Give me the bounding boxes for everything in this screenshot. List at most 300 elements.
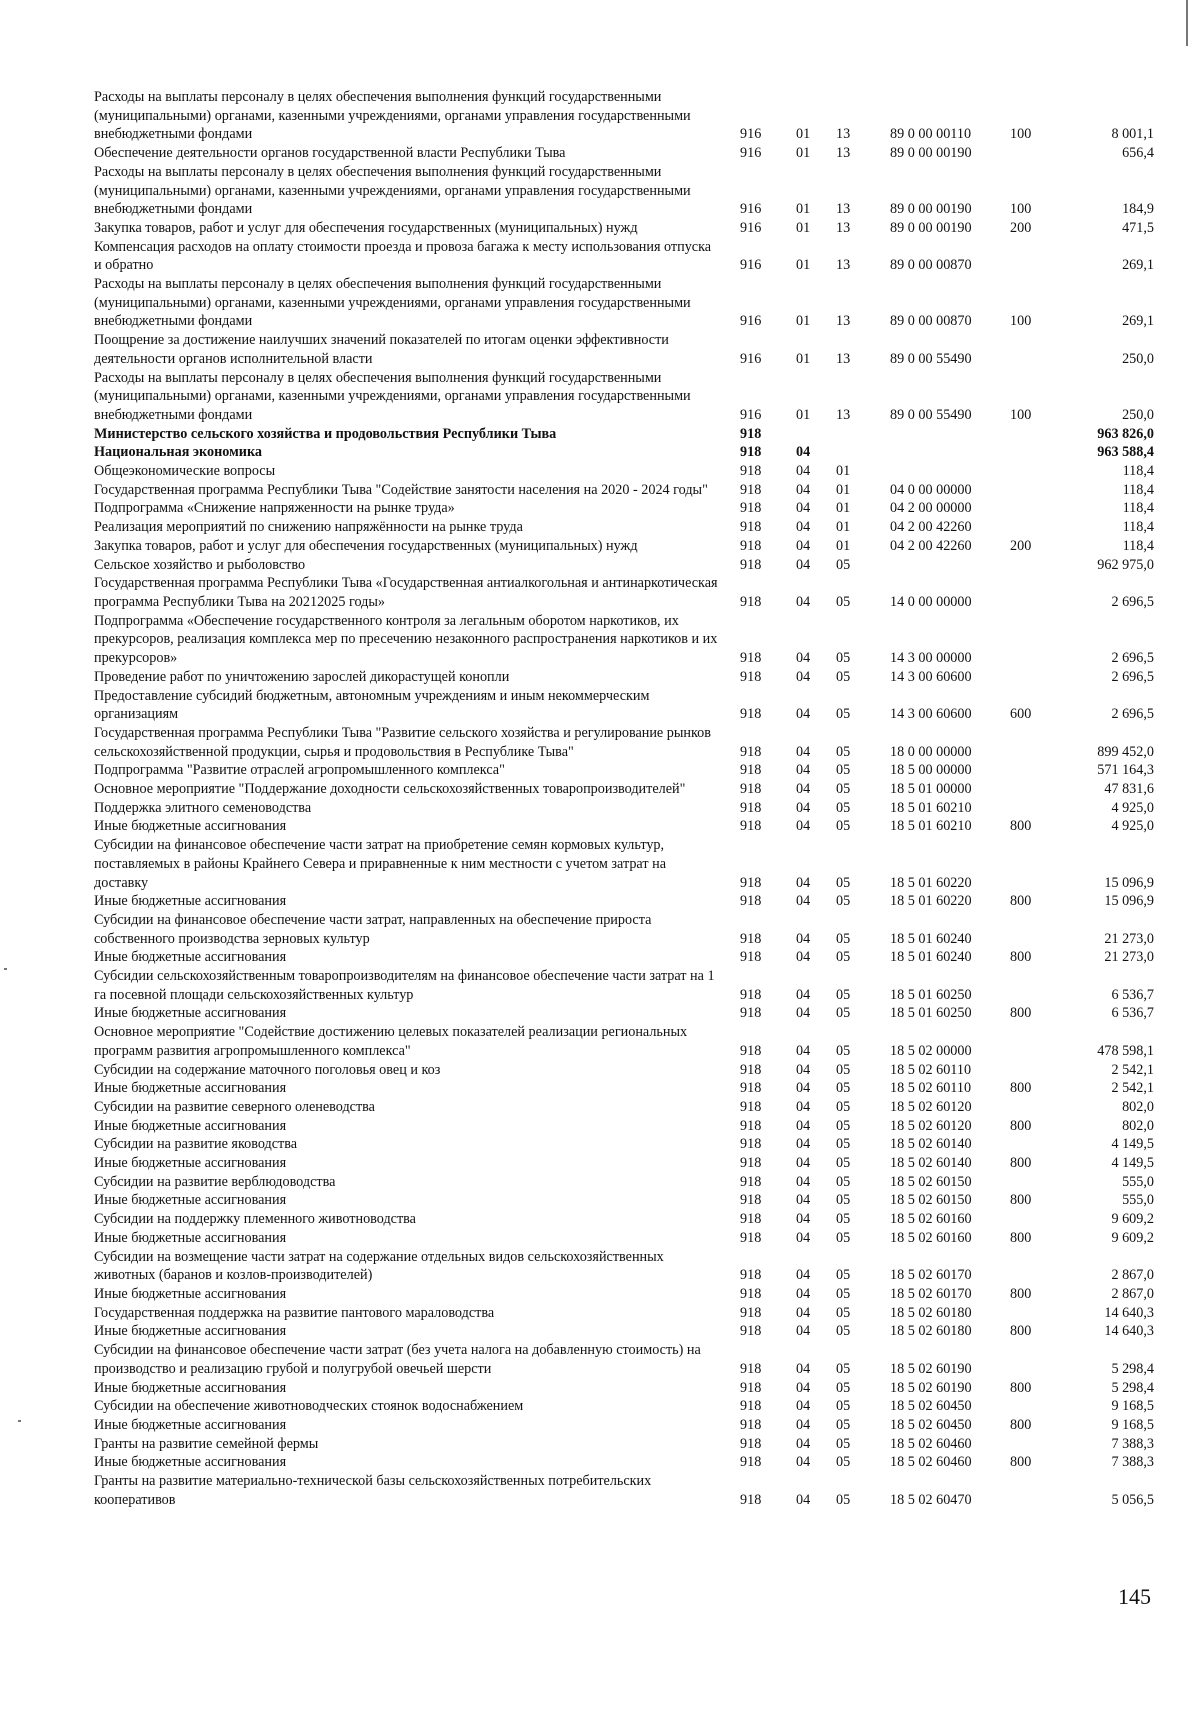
- row-subsection: 01: [836, 481, 851, 498]
- row-name: Общеэкономические вопросы: [94, 463, 276, 480]
- row-amount: 656,4: [1122, 145, 1154, 162]
- row-subsection: 05: [836, 1080, 851, 1097]
- row-target-article: 04 2 00 00000: [890, 500, 972, 517]
- row-expense-type: 800: [1010, 1323, 1032, 1340]
- table-row: [94, 574, 1154, 611]
- table-row: [94, 1472, 1154, 1509]
- row-grbs: 918: [740, 1173, 762, 1190]
- row-subsection: 05: [836, 1098, 851, 1115]
- row-amount: 47 831,6: [1104, 781, 1154, 798]
- row-section: 04: [796, 893, 811, 910]
- row-section: 04: [796, 1098, 811, 1115]
- row-target-article: 04 0 00 00000: [890, 481, 972, 498]
- row-amount: 8 001,1: [1111, 126, 1154, 143]
- row-amount: 9 168,5: [1111, 1416, 1154, 1433]
- row-subsection: 13: [836, 126, 851, 143]
- row-grbs: 916: [740, 406, 762, 423]
- row-subsection: 05: [836, 1323, 851, 1340]
- row-section: 04: [796, 1435, 811, 1452]
- row-section: 04: [796, 1005, 811, 1022]
- row-subsection: 05: [836, 1416, 851, 1433]
- row-grbs: 918: [740, 1454, 762, 1471]
- row-grbs: 918: [740, 1286, 762, 1302]
- row-expense-type: 800: [1010, 1080, 1032, 1097]
- row-grbs: 918: [740, 425, 762, 442]
- row-section: 04: [796, 1155, 811, 1172]
- table-row: [94, 1154, 1154, 1173]
- row-target-article: 18 5 00 00000: [890, 762, 972, 779]
- row-section: 04: [796, 1192, 811, 1209]
- row-name: Субсидии на обеспечение животноводческих стоянок водоснабжением: [94, 1398, 524, 1415]
- row-subsection: 05: [836, 706, 851, 723]
- table-row: [94, 238, 1154, 275]
- row-name: Подпрограмма «Обеспечение государственного контроля за легальным оборотом наркотиков, их прекурсоров, реализация комплекса мер по пресечению незаконного распространения наркотиков и их прекурсоров»: [94, 612, 718, 667]
- row-target-article: 18 5 02 60170: [890, 1286, 972, 1302]
- row-target-article: 18 5 02 60470: [890, 1491, 972, 1508]
- row-section: 04: [796, 1360, 811, 1377]
- row-section: 04: [796, 706, 811, 723]
- row-grbs: 918: [740, 986, 762, 1003]
- row-subsection: 13: [836, 201, 851, 218]
- row-grbs: 918: [740, 1136, 762, 1153]
- row-name: Субсидии на поддержку племенного животноводства: [94, 1211, 416, 1228]
- row-grbs: 918: [740, 1416, 762, 1433]
- row-name: Сельское хозяйство и рыболовство: [94, 556, 306, 573]
- row-target-article: 18 5 01 60220: [890, 893, 972, 910]
- row-section: 04: [796, 930, 811, 947]
- row-amount: 118,4: [1122, 500, 1154, 517]
- table-row: [94, 1285, 1154, 1304]
- table-row: [94, 1379, 1154, 1398]
- row-target-article: 89 0 00 00190: [890, 145, 972, 162]
- row-target-article: 18 5 02 60460: [890, 1454, 972, 1471]
- row-subsection: 05: [836, 1211, 851, 1228]
- row-grbs: 916: [740, 313, 762, 330]
- row-section: 04: [796, 500, 811, 517]
- row-subsection: 05: [836, 781, 851, 798]
- row-amount: 2 696,5: [1111, 706, 1154, 723]
- row-amount: 9 168,5: [1111, 1398, 1154, 1415]
- row-section: 04: [796, 743, 811, 760]
- page-number: 145: [1118, 1584, 1151, 1609]
- row-subsection: 05: [836, 556, 851, 573]
- row-grbs: 918: [740, 444, 762, 461]
- row-name: Субсидии на возмещение части затрат на содержание отдельных видов сельскохозяйственных животных (баранов и козлов-производителей): [94, 1248, 664, 1284]
- row-grbs: 918: [740, 1491, 762, 1508]
- table-row: [94, 518, 1154, 537]
- row-amount: 2 696,5: [1111, 593, 1154, 610]
- row-section: 04: [796, 1491, 811, 1508]
- row-subsection: 05: [836, 930, 851, 947]
- row-subsection: 05: [836, 1136, 851, 1153]
- row-target-article: 89 0 00 00190: [890, 201, 972, 218]
- row-amount: 555,0: [1122, 1173, 1154, 1190]
- row-section: 04: [796, 1398, 811, 1415]
- row-name: Закупка товаров, работ и услуг для обеспечения государственных (муниципальных) нужд: [94, 537, 638, 554]
- row-name: Государственная программа Республики Тыва «Государственная антиалкогольная и антинаркотическая программа Республики Тыва на 20212025 годы»: [94, 575, 718, 610]
- row-name: Предоставление субсидий бюджетным, автономным учреждениям и иным некоммерческим организациям: [94, 687, 650, 723]
- row-target-article: 18 5 02 60160: [890, 1211, 972, 1228]
- row-section: 01: [796, 219, 811, 236]
- table-row: [94, 1248, 1154, 1285]
- row-amount: 5 298,4: [1111, 1379, 1154, 1396]
- row-expense-type: 800: [1010, 1379, 1032, 1396]
- row-expense-type: 800: [1010, 1229, 1032, 1246]
- table-row: [94, 967, 1154, 1004]
- row-name: Основное мероприятие "Содействие достижению целевых показателей реализации региональных программ развития агропромышленного комплекса": [94, 1024, 688, 1059]
- table-row: [94, 1322, 1154, 1341]
- row-amount: 555,0: [1122, 1192, 1154, 1209]
- row-amount: 4 925,0: [1111, 818, 1154, 835]
- table-row: [94, 1191, 1154, 1210]
- row-section: 04: [796, 874, 811, 891]
- row-name: Иные бюджетные ассигнования: [94, 1286, 287, 1302]
- table-row: [94, 275, 1154, 331]
- row-grbs: 918: [740, 650, 762, 667]
- row-expense-type: 800: [1010, 1416, 1032, 1433]
- row-name: Гранты на развитие материально-технической базы сельскохозяйственных потребительских кооперативов: [94, 1473, 652, 1508]
- row-expense-type: 100: [1010, 313, 1032, 330]
- row-target-article: 89 0 00 00870: [890, 313, 972, 330]
- row-subsection: 05: [836, 949, 851, 966]
- row-section: 01: [796, 313, 811, 330]
- row-target-article: 89 0 00 00110: [890, 126, 972, 143]
- row-subsection: 05: [836, 893, 851, 910]
- row-target-article: 18 5 02 60110: [890, 1061, 972, 1078]
- table-row: [94, 331, 1154, 368]
- row-grbs: 916: [740, 145, 762, 162]
- row-section: 04: [796, 799, 811, 816]
- row-target-article: 18 5 01 00000: [890, 781, 972, 798]
- row-grbs: 918: [740, 930, 762, 947]
- row-section: 01: [796, 145, 811, 162]
- table-row: [94, 1416, 1154, 1435]
- row-grbs: 918: [740, 1304, 762, 1321]
- row-name: Иные бюджетные ассигнования: [94, 1155, 287, 1172]
- row-section: 01: [796, 126, 811, 143]
- row-section: 04: [796, 1229, 811, 1246]
- row-section: 04: [796, 1042, 811, 1059]
- row-target-article: 18 5 02 60180: [890, 1304, 972, 1321]
- scan-edge-mark: [18, 1420, 21, 1422]
- table-row: [94, 1435, 1154, 1454]
- row-grbs: 918: [740, 1080, 762, 1097]
- table-row: [94, 88, 1154, 144]
- table-row: [94, 817, 1154, 836]
- row-section: 04: [796, 1117, 811, 1134]
- row-section: 04: [796, 1304, 811, 1321]
- table-row: [94, 1453, 1154, 1472]
- row-amount: 21 273,0: [1104, 949, 1154, 966]
- row-section: 04: [796, 818, 811, 835]
- row-amount: 6 536,7: [1111, 986, 1154, 1003]
- row-grbs: 918: [740, 781, 762, 798]
- row-expense-type: 200: [1010, 219, 1032, 236]
- row-subsection: 13: [836, 350, 851, 367]
- row-name: Субсидии на финансовое обеспечение части затрат (без учета налога на добавленную стоимость) на производство и реализацию грубой и полугрубой овечьей шерсти: [94, 1342, 701, 1377]
- row-expense-type: 600: [1010, 706, 1032, 723]
- row-subsection: 05: [836, 1042, 851, 1059]
- row-amount: 2 867,0: [1111, 1267, 1154, 1284]
- row-target-article: 18 5 01 60210: [890, 818, 972, 835]
- row-name: Национальная экономика: [94, 444, 263, 461]
- row-target-article: 14 3 00 00000: [890, 650, 972, 667]
- row-grbs: 918: [740, 874, 762, 891]
- row-target-article: 14 3 00 60600: [890, 706, 972, 723]
- row-grbs: 916: [740, 126, 762, 143]
- row-amount: 7 388,3: [1111, 1435, 1154, 1452]
- row-name: Обеспечение деятельности органов государственной власти Республики Тыва: [94, 145, 566, 162]
- row-grbs: 918: [740, 1098, 762, 1115]
- table-row: [94, 443, 1154, 462]
- table-row: [94, 1079, 1154, 1098]
- row-section: 04: [796, 986, 811, 1003]
- row-target-article: 14 3 00 60600: [890, 668, 972, 685]
- table-row: [94, 1341, 1154, 1378]
- row-grbs: 918: [740, 1398, 762, 1415]
- row-expense-type: 800: [1010, 1454, 1032, 1471]
- row-section: 04: [796, 762, 811, 779]
- row-name: Субсидии на финансовое обеспечение части затрат, направленных на обеспечение прироста собственного производства зерновых культур: [94, 911, 652, 947]
- table-row: [94, 1304, 1154, 1323]
- row-target-article: 14 0 00 00000: [890, 593, 972, 610]
- row-target-article: 18 5 02 60460: [890, 1435, 972, 1452]
- row-amount: 269,1: [1122, 257, 1154, 274]
- row-amount: 963 588,4: [1097, 444, 1154, 461]
- row-amount: 21 273,0: [1104, 930, 1154, 947]
- row-amount: 478 598,1: [1097, 1042, 1154, 1059]
- row-subsection: 05: [836, 1229, 851, 1246]
- row-name: Иные бюджетные ассигнования: [94, 1416, 287, 1433]
- table-row: [94, 1135, 1154, 1154]
- row-target-article: 18 5 02 60160: [890, 1229, 972, 1246]
- row-target-article: 18 0 00 00000: [890, 743, 972, 760]
- row-subsection: 13: [836, 406, 851, 423]
- row-subsection: 13: [836, 219, 851, 236]
- table-row: [94, 481, 1154, 500]
- table-row: [94, 1229, 1154, 1248]
- table-row: [94, 163, 1154, 219]
- row-name: Реализация мероприятий по снижению напряжённости на рынке труда: [94, 519, 523, 536]
- row-subsection: 05: [836, 1454, 851, 1471]
- row-section: 04: [796, 781, 811, 798]
- row-amount: 4 149,5: [1111, 1155, 1154, 1172]
- row-amount: 6 536,7: [1111, 1005, 1154, 1022]
- row-name: Субсидии на развитие яководства: [94, 1136, 298, 1153]
- row-target-article: 04 2 00 42260: [890, 537, 972, 554]
- row-grbs: 918: [740, 893, 762, 910]
- row-target-article: 18 5 02 60150: [890, 1192, 972, 1209]
- row-name: Подпрограмма "Развитие отраслей агропромышленного комплекса": [94, 762, 505, 779]
- row-section: 04: [796, 1061, 811, 1078]
- table-row: [94, 425, 1154, 444]
- row-name: Иные бюджетные ассигнования: [94, 1117, 287, 1134]
- row-expense-type: 100: [1010, 201, 1032, 218]
- row-grbs: 918: [740, 799, 762, 816]
- row-section: 04: [796, 1454, 811, 1471]
- table-row: [94, 1117, 1154, 1136]
- row-subsection: 05: [836, 1360, 851, 1377]
- row-grbs: 918: [740, 556, 762, 573]
- table-row: [94, 369, 1154, 425]
- row-subsection: 05: [836, 1304, 851, 1321]
- row-expense-type: 800: [1010, 818, 1032, 835]
- row-section: 04: [796, 1136, 811, 1153]
- row-target-article: 04 2 00 42260: [890, 519, 972, 536]
- table-row: [94, 799, 1154, 818]
- row-amount: 9 609,2: [1111, 1211, 1154, 1228]
- table-row: [94, 911, 1154, 948]
- row-target-article: 18 5 02 00000: [890, 1042, 972, 1059]
- row-amount: 2 542,1: [1111, 1080, 1154, 1097]
- row-target-article: 89 0 00 55490: [890, 406, 972, 423]
- row-target-article: 18 5 02 60450: [890, 1416, 972, 1433]
- row-name: Проведение работ по уничтожению зарослей дикорастущей конопли: [94, 668, 510, 685]
- row-name: Государственная программа Республики Тыва "Развитие сельского хозяйства и регулирование рынков сельскохозяйственной продукции, сырья и продовольствия в Республике Тыва": [94, 724, 711, 760]
- row-section: 01: [796, 201, 811, 218]
- row-name: Министерство сельского хозяйства и продовольствия Республики Тыва: [94, 425, 557, 442]
- row-grbs: 918: [740, 1435, 762, 1452]
- row-section: 04: [796, 1267, 811, 1284]
- row-subsection: 05: [836, 762, 851, 779]
- row-amount: 2 867,0: [1111, 1286, 1154, 1302]
- row-grbs: 918: [740, 1061, 762, 1078]
- row-amount: 471,5: [1122, 219, 1154, 236]
- row-section: 04: [796, 537, 811, 554]
- row-target-article: 18 5 01 60250: [890, 1005, 972, 1022]
- row-grbs: 918: [740, 1379, 762, 1396]
- row-grbs: 918: [740, 1117, 762, 1134]
- row-section: 04: [796, 1173, 811, 1190]
- row-name: Иные бюджетные ассигнования: [94, 1005, 287, 1022]
- row-expense-type: 200: [1010, 537, 1032, 554]
- table-row: [94, 612, 1154, 668]
- row-grbs: 918: [740, 481, 762, 498]
- row-grbs: 918: [740, 463, 762, 480]
- row-subsection: 01: [836, 463, 851, 480]
- row-section: 04: [796, 444, 811, 461]
- row-subsection: 01: [836, 500, 851, 517]
- row-subsection: 05: [836, 1398, 851, 1415]
- row-subsection: 13: [836, 145, 851, 162]
- row-section: 04: [796, 1286, 811, 1302]
- table-row: [94, 1397, 1154, 1416]
- row-name: Иные бюджетные ассигнования: [94, 1080, 287, 1097]
- row-subsection: 05: [836, 1379, 851, 1396]
- table-row: [94, 537, 1154, 556]
- row-grbs: 916: [740, 201, 762, 218]
- row-subsection: 05: [836, 1155, 851, 1172]
- row-section: 01: [796, 406, 811, 423]
- row-amount: 962 975,0: [1097, 556, 1154, 573]
- row-amount: 4 925,0: [1111, 799, 1154, 816]
- row-amount: 899 452,0: [1097, 743, 1154, 760]
- table-row: [94, 1173, 1154, 1192]
- row-section: 04: [796, 1080, 811, 1097]
- row-expense-type: 800: [1010, 893, 1032, 910]
- row-amount: 9 609,2: [1111, 1229, 1154, 1246]
- table-row: [94, 144, 1154, 163]
- row-amount: 5 298,4: [1111, 1360, 1154, 1377]
- row-name: Иные бюджетные ассигнования: [94, 1192, 287, 1209]
- row-target-article: 89 0 00 00190: [890, 219, 972, 236]
- row-section: 04: [796, 593, 811, 610]
- row-amount: 2 542,1: [1111, 1061, 1154, 1078]
- row-name: Закупка товаров, работ и услуг для обеспечения государственных (муниципальных) нужд: [94, 219, 638, 236]
- row-name: Поддержка элитного семеноводства: [94, 799, 312, 816]
- row-subsection: 05: [836, 668, 851, 685]
- row-name: Государственная поддержка на развитие пантового мараловодства: [94, 1304, 495, 1321]
- row-expense-type: 100: [1010, 126, 1032, 143]
- row-amount: 2 696,5: [1111, 668, 1154, 685]
- row-name: Субсидии на развитие верблюдоводства: [94, 1173, 336, 1190]
- table-row: [94, 1098, 1154, 1117]
- row-section: 04: [796, 949, 811, 966]
- row-amount: 4 149,5: [1111, 1136, 1154, 1153]
- row-grbs: 918: [740, 1155, 762, 1172]
- row-name: Расходы на выплаты персоналу в целях обеспечения выполнения функций государственными (муниципальными) органами, казенными учреждениями, органами управления государственными внебюджетными фондами: [94, 369, 691, 423]
- table-row: [94, 724, 1154, 761]
- table-row: [94, 892, 1154, 911]
- row-target-article: 18 5 01 60250: [890, 986, 972, 1003]
- row-subsection: 05: [836, 1192, 851, 1209]
- row-name: Иные бюджетные ассигнования: [94, 1229, 287, 1246]
- row-amount: 118,4: [1122, 537, 1154, 554]
- row-amount: 118,4: [1122, 481, 1154, 498]
- row-section: 04: [796, 1379, 811, 1396]
- row-target-article: 18 5 02 60140: [890, 1155, 972, 1172]
- table-row: [94, 836, 1154, 892]
- row-subsection: 05: [836, 593, 851, 610]
- row-name: Расходы на выплаты персоналу в целях обеспечения выполнения функций государственными (муниципальными) органами, казенными учреждениями, органами управления государственными внебюджетными фондами: [94, 163, 691, 218]
- row-grbs: 918: [740, 668, 762, 685]
- table-row: [94, 687, 1154, 724]
- table-row: [94, 1210, 1154, 1229]
- row-amount: 7 388,3: [1111, 1454, 1154, 1471]
- row-amount: 571 164,3: [1097, 762, 1154, 779]
- row-expense-type: 100: [1010, 406, 1032, 423]
- row-expense-type: 800: [1010, 949, 1032, 966]
- row-subsection: 05: [836, 1061, 851, 1078]
- row-target-article: 18 5 02 60190: [890, 1379, 972, 1396]
- row-expense-type: 800: [1010, 1286, 1032, 1302]
- row-name: Иные бюджетные ассигнования: [94, 893, 287, 910]
- table-row: [94, 1023, 1154, 1060]
- row-grbs: 918: [740, 593, 762, 610]
- scan-edge-mark: [1186, 0, 1188, 46]
- budget-table: [94, 88, 1154, 1509]
- row-grbs: 916: [740, 257, 762, 274]
- table-row: [94, 1004, 1154, 1023]
- row-name: Субсидии на финансовое обеспечение части затрат на приобретение семян кормовых культур, поставляемых в районы Крайнего Севера и приравненные к ним местности с учетом затрат на доставку: [94, 837, 667, 891]
- row-name: Иные бюджетные ассигнования: [94, 949, 287, 966]
- row-subsection: 05: [836, 1267, 851, 1284]
- row-amount: 184,9: [1122, 201, 1154, 218]
- row-amount: 802,0: [1122, 1117, 1154, 1134]
- row-section: 04: [796, 650, 811, 667]
- table-row: [94, 948, 1154, 967]
- row-name: Государственная программа Республики Тыва "Содействие занятости населения на 2020 - 2024 годы": [94, 481, 708, 498]
- row-target-article: 18 5 02 60120: [890, 1117, 972, 1134]
- table-row: [94, 556, 1154, 575]
- row-name: Компенсация расходов на оплату стоимости проезда и провоза багажа к месту использования отпуска и обратно: [94, 238, 712, 274]
- row-amount: 14 640,3: [1104, 1323, 1154, 1340]
- row-subsection: 05: [836, 799, 851, 816]
- row-grbs: 918: [740, 1267, 762, 1284]
- row-name: Расходы на выплаты персоналу в целях обеспечения выполнения функций государственными (муниципальными) органами, казенными учреждениями, органами управления государственными внебюджетными фондами: [94, 276, 691, 330]
- row-amount: 118,4: [1122, 463, 1154, 480]
- row-target-article: 18 5 02 60110: [890, 1080, 972, 1097]
